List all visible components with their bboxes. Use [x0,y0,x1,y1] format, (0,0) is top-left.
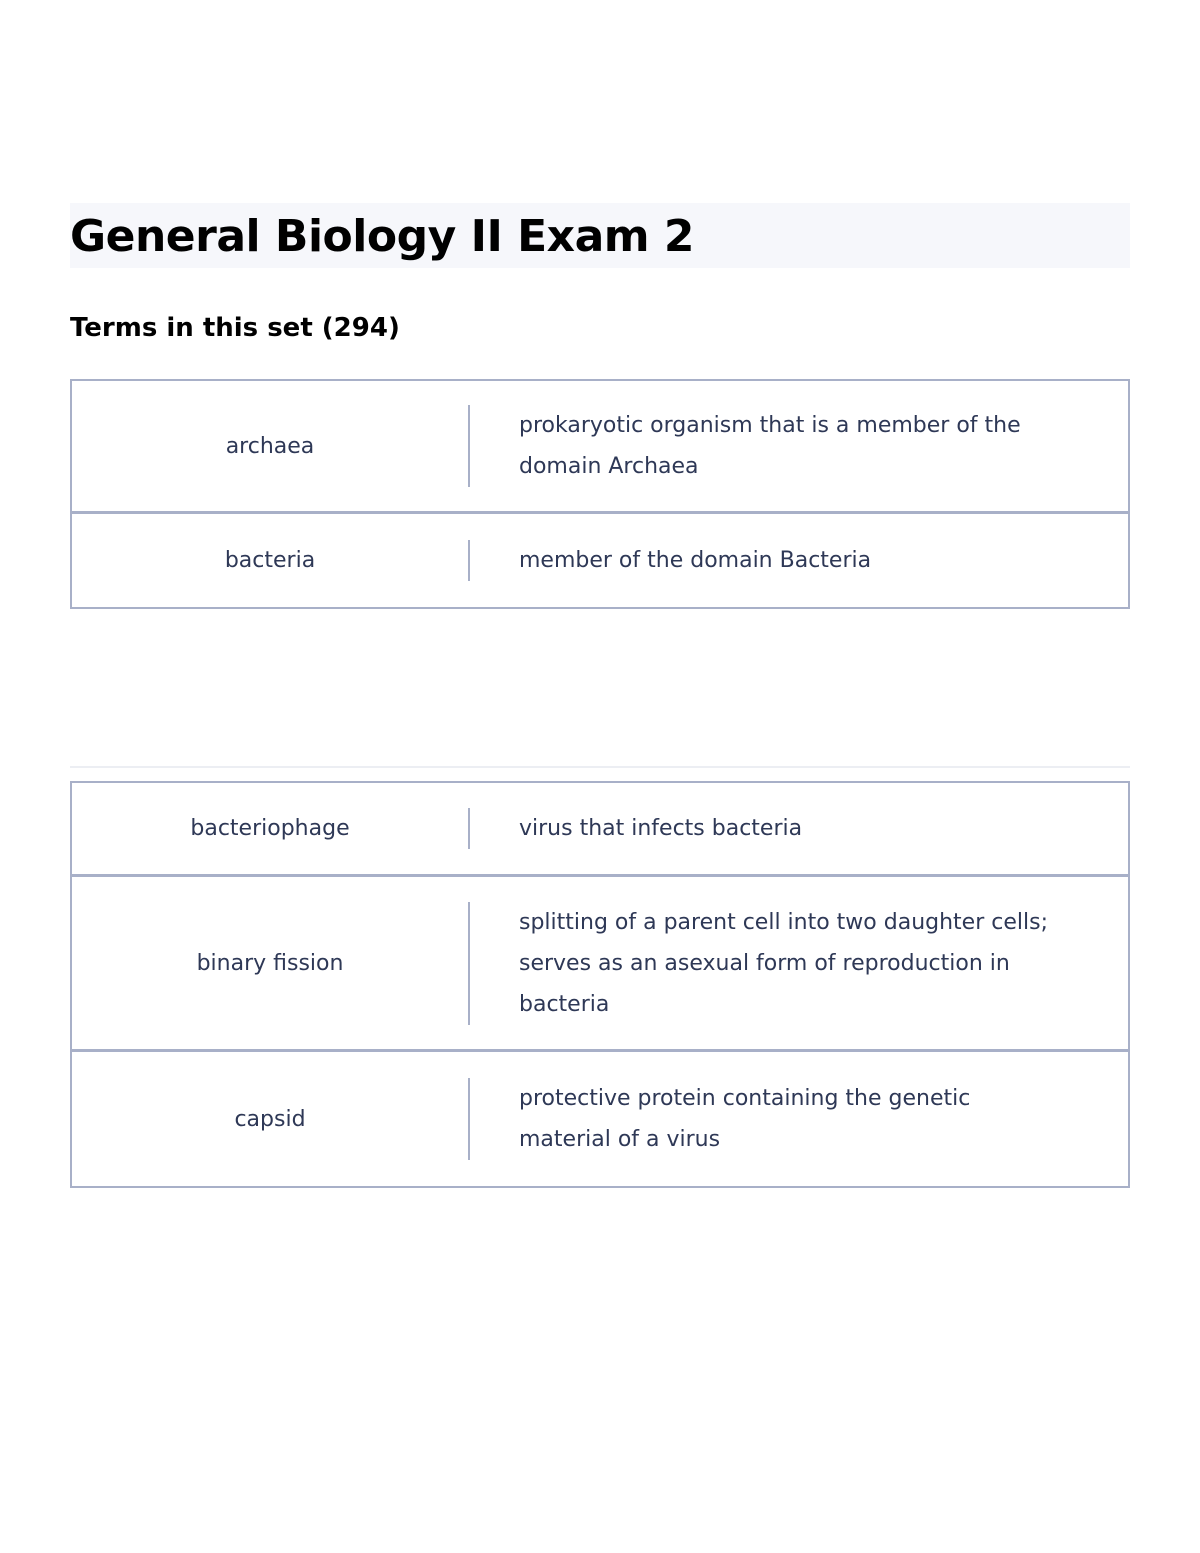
definition-text: virus that infects bacteria [519,816,803,841]
term-row-capsid [72,1052,1128,1186]
definition-text: splitting of a parent cell into two daughter cells; serves as an asexual form of reproduction in bacteria [519,909,1048,1017]
page-break-divider [70,766,1130,768]
term-definition-separator [468,1078,470,1160]
term-row-archaea [72,381,1128,514]
term-text: bacteriophage [190,816,350,841]
term-row-binary-fission [72,877,1128,1052]
term-text: archaea [225,433,315,459]
term-text: capsid [234,1106,306,1132]
definition-text: member of the domain Bacteria [519,548,872,573]
definition-text: prokaryotic organism that is a member of the domain Archaea [519,413,1021,479]
term-text: binary fission [196,950,344,976]
definition-text: protective protein containing the genetic material of a virus [519,1086,971,1152]
term-list-group-2 [70,781,1130,1188]
term-text: bacteria [224,548,316,573]
term-definition-separator [468,902,470,1025]
term-definition-separator [468,540,470,581]
page-title: General Biology II Exam 2 [70,211,695,262]
term-definition-separator [468,808,470,849]
term-definition-separator [468,405,470,487]
term-row-bacteriophage [72,783,1128,877]
term-row-bacteria [72,514,1128,607]
terms-count-heading: Terms in this set (294) [70,313,400,343]
term-list-group-1 [70,379,1130,609]
